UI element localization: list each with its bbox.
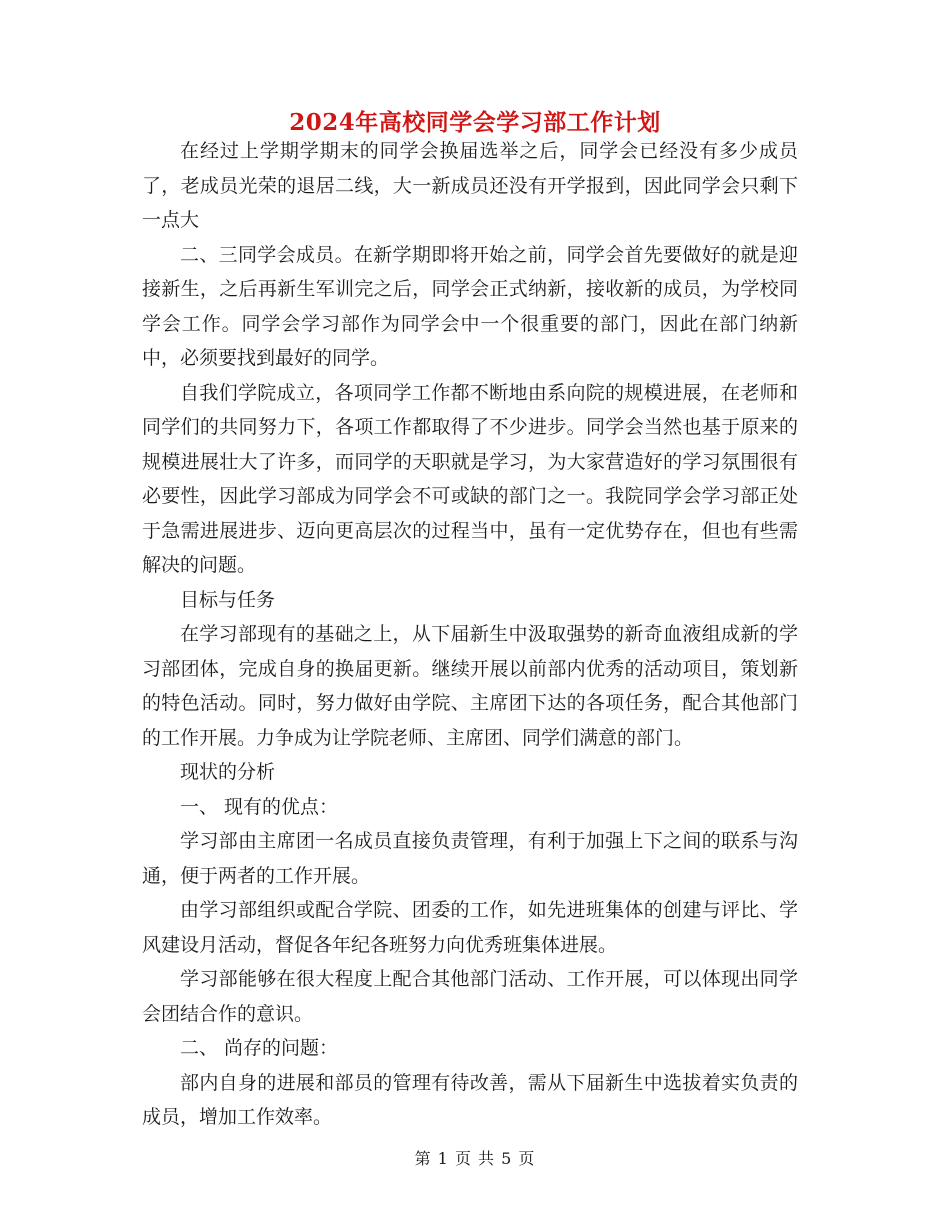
subsection-heading: 一、 现有的优点： — [180, 795, 339, 818]
paragraph: 自我们学院成立，各项同学工作都不断地由系向院的规模进展，在老师和同学们的共同努力下，各项工作都取得了不少进步。同学会当然也基于原来的规模进展壮大了许多，而同学的天职就是学习，为大家营造好的学习氛围很有必要性，因此学习部成为同学会不可或缺的部门之一。我院同学会学习部正处于急需进展进步、迈向更高层次的过程当中，虽有一定优势存在，但也有些需解决的问题。 — [142, 381, 798, 576]
page-number-footer: 第 1 页 共 5 页 — [414, 1149, 536, 1168]
paragraph: 由学习部组织或配合学院、团委的工作，如先进班集体的创建与评比、学风建设月活动，督促各年纪各班努力向优秀班集体进展。 — [142, 899, 798, 956]
subsection-heading: 二、 尚存的问题： — [180, 1037, 339, 1059]
paragraph: 学习部能够在很大程度上配合其他部门活动、工作开展，可以体现出同学会团结合作的意识。 — [142, 968, 798, 1025]
section-heading: 现状的分析 — [180, 761, 276, 783]
paragraph: 学习部由主席团一名成员直接负责管理，有利于加强上下之间的联系与沟通，便于两者的工作开展。 — [142, 830, 798, 887]
document-title: 2024年高校同学会学习部工作计划 — [289, 109, 661, 136]
document-body — [142, 134, 798, 1135]
paragraph: 部内自身的进展和部员的管理有待改善，需从下届新生中选拔着实负责的成员，增加工作效率。 — [142, 1071, 798, 1128]
section-heading: 目标与任务 — [180, 588, 276, 611]
paragraph: 在学习部现有的基础之上，从下届新生中汲取强势的新奇血液组成新的学习部团体，完成自身的换届更新。继续开展以前部内优秀的活动项目，策划新的特色活动。同时，努力做好由学院、主席团下达的各项任务，配合其他部门的工作开展。力争成为让学院老师、主席团、同学们满意的部门。 — [142, 623, 798, 749]
paragraph: 在经过上学期学期末的同学会换届选举之后，同学会已经没有多少成员了，老成员光荣的退居二线，大一新成员还没有开学报到，因此同学会只剩下一点大 — [142, 140, 798, 231]
paragraph: 二、三同学会成员。在新学期即将开始之前，同学会首先要做好的就是迎接新生，之后再新生军训完之后，同学会正式纳新，接收新的成员，为学校同学会工作。同学会学习部作为同学会中一个很重要的部门，因此在部门纳新中，必须要找到最好的同学。 — [142, 243, 798, 369]
